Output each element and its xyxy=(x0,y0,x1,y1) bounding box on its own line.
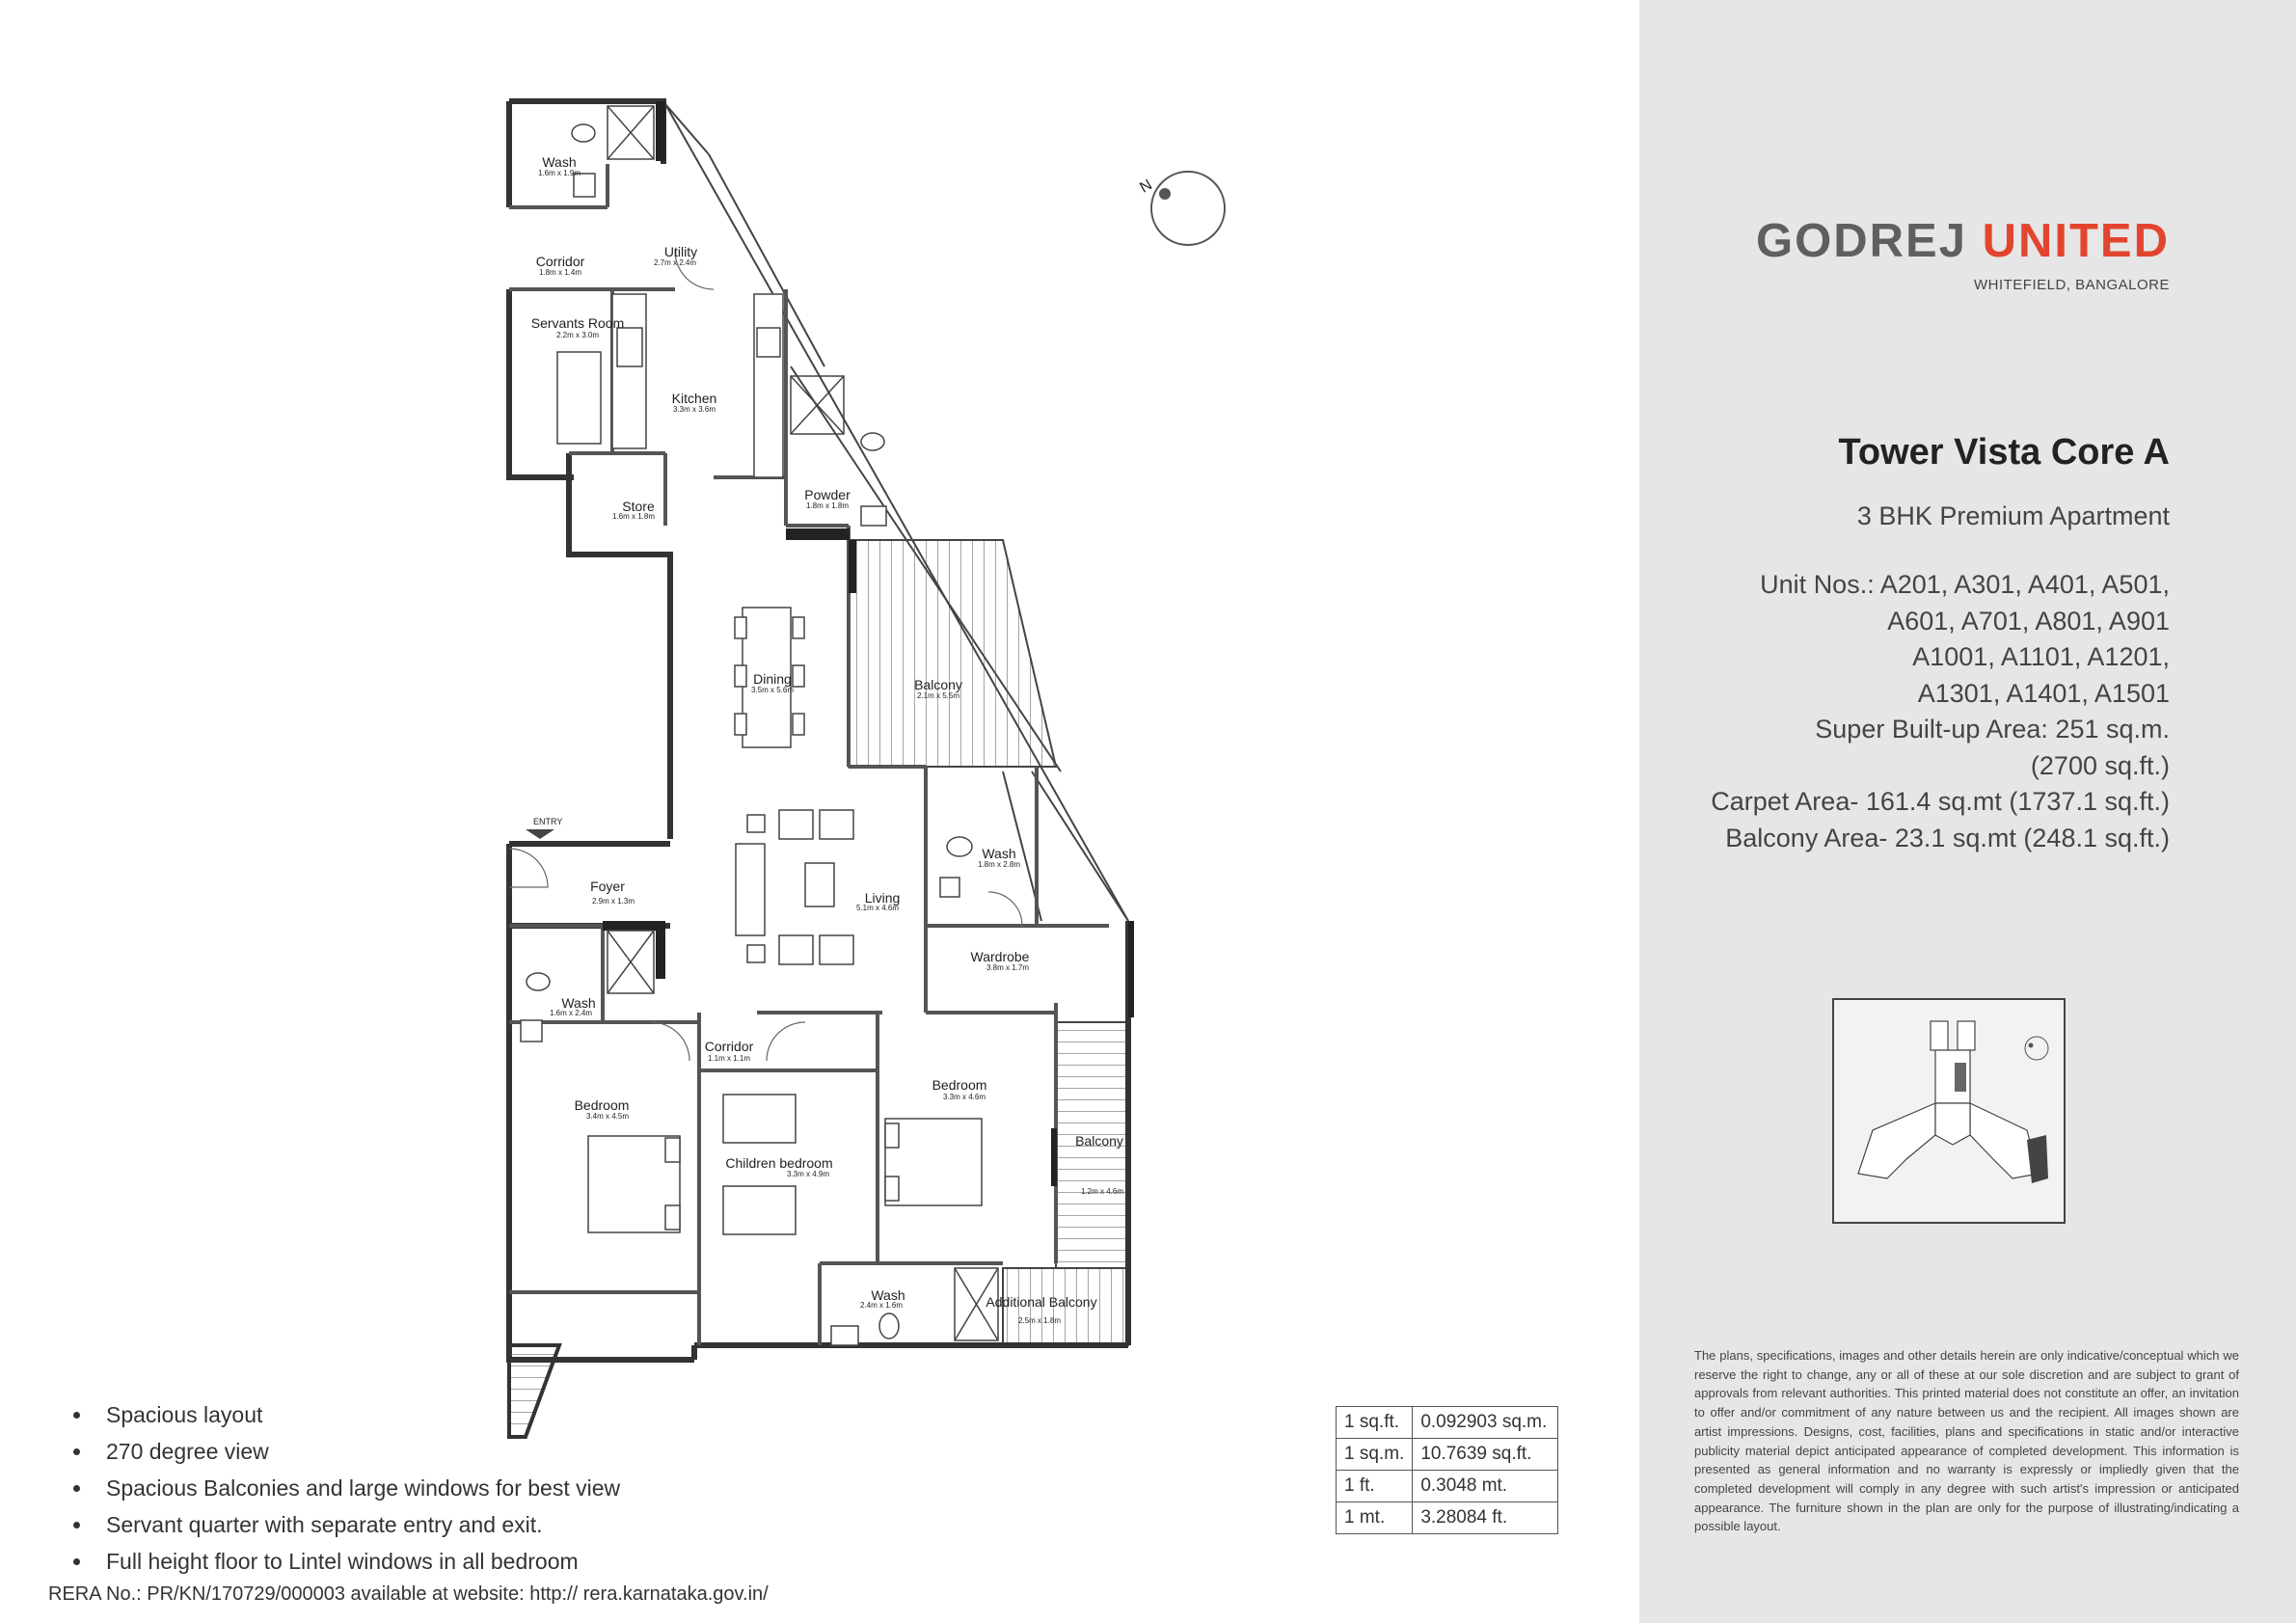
svg-text:Utility: Utility xyxy=(663,244,698,259)
svg-text:1.6m x 1.9m: 1.6m x 1.9m xyxy=(537,169,581,177)
table-row xyxy=(1337,1407,1558,1439)
svg-text:5.1m x 4.6m: 5.1m x 4.6m xyxy=(855,904,900,912)
svg-text:Wash: Wash xyxy=(871,1287,905,1303)
svg-text:1.6m x 2.4m: 1.6m x 2.4m xyxy=(549,1009,593,1017)
svg-text:Corridor: Corridor xyxy=(535,254,585,269)
svg-text:2.2m x 3.0m: 2.2m x 3.0m xyxy=(555,331,600,339)
conversion-unit: 1 mt. xyxy=(1337,1502,1413,1534)
conversion-unit: 1 sq.m. xyxy=(1337,1439,1413,1471)
svg-text:Wash: Wash xyxy=(542,154,577,170)
unit-details xyxy=(1711,567,2170,856)
svg-text:3.8m x 1.7m: 3.8m x 1.7m xyxy=(986,963,1030,972)
brand-location: WHITEFIELD, BANGALORE xyxy=(1973,277,2170,293)
svg-text:Children bedroom: Children bedroom xyxy=(725,1155,833,1171)
svg-text:Wash: Wash xyxy=(982,846,1016,861)
svg-text:Foyer: Foyer xyxy=(590,879,625,894)
svg-text:Bedroom: Bedroom xyxy=(574,1097,630,1113)
conversion-unit: 1 ft. xyxy=(1337,1471,1413,1502)
conversion-value: 0.092903 sq.m. xyxy=(1413,1407,1558,1439)
brand-logo-part2: UNITED xyxy=(1982,215,2170,267)
svg-text:Living: Living xyxy=(864,890,901,906)
svg-text:1.8m x 1.8m: 1.8m x 1.8m xyxy=(805,501,850,510)
svg-text:Balcony: Balcony xyxy=(1075,1133,1123,1149)
key-plan-drawing xyxy=(1834,1000,2064,1222)
detail-line: Unit Nos.: A201, A301, A401, A501, xyxy=(1760,570,2170,599)
conversion-unit: 1 sq.ft. xyxy=(1337,1407,1413,1439)
svg-text:3.3m x 3.6m: 3.3m x 3.6m xyxy=(672,405,716,414)
feature-item: Servant quarter with separate entry and exit. xyxy=(68,1506,620,1543)
table-row xyxy=(1337,1439,1558,1471)
page-subtitle: 3 BHK Premium Apartment xyxy=(1856,501,2170,530)
svg-text:1.2m x 4.6m: 1.2m x 4.6m xyxy=(1080,1187,1124,1196)
svg-text:Powder: Powder xyxy=(804,487,851,502)
rera-number: RERA No.: PR/KN/170729/000003 available at website: http:// rera.karnataka.gov.in/ xyxy=(48,1583,769,1605)
detail-line: Super Built-up Area: 251 sq.m. xyxy=(1815,715,2170,744)
brand-logo xyxy=(1756,215,2170,267)
svg-text:ENTRY: ENTRY xyxy=(533,817,563,826)
feature-item: Full height floor to Lintel windows in all bedroom xyxy=(68,1543,620,1580)
brand-block xyxy=(1756,215,2170,293)
features-list xyxy=(68,1396,620,1580)
detail-line: A1001, A1101, A1201, xyxy=(1912,642,2170,671)
svg-text:Balcony: Balcony xyxy=(914,677,962,692)
detail-line: Balcony Area- 23.1 sq.mt (248.1 sq.ft.) xyxy=(1725,823,2170,852)
table-row xyxy=(1337,1502,1558,1534)
svg-text:Bedroom: Bedroom xyxy=(932,1077,987,1093)
svg-text:2.1m x 5.5m: 2.1m x 5.5m xyxy=(916,691,960,700)
north-arrow-icon xyxy=(1137,172,1225,245)
svg-text:1.8m x 1.4m: 1.8m x 1.4m xyxy=(538,268,582,277)
detail-line: A601, A701, A801, A901 xyxy=(1887,606,2170,636)
svg-text:1.1m x 1.1m: 1.1m x 1.1m xyxy=(707,1054,751,1063)
svg-text:N: N xyxy=(1137,176,1155,197)
page-title: Tower Vista Core A xyxy=(1838,432,2170,473)
svg-text:2.7m x 2.4m: 2.7m x 2.4m xyxy=(653,258,697,267)
svg-text:Servants Room: Servants Room xyxy=(530,315,625,331)
svg-text:Additional Balcony: Additional Balcony xyxy=(986,1294,1097,1310)
svg-text:Wardrobe: Wardrobe xyxy=(970,949,1030,964)
balcony-area xyxy=(849,540,1056,767)
table-row xyxy=(1337,1471,1558,1502)
key-plan xyxy=(1832,998,2066,1224)
svg-text:3.4m x 4.5m: 3.4m x 4.5m xyxy=(585,1112,630,1121)
svg-text:1.6m x 1.8m: 1.6m x 1.8m xyxy=(611,512,656,521)
feature-item: Spacious Balconies and large windows for best view xyxy=(68,1470,620,1506)
svg-text:Wash: Wash xyxy=(561,995,596,1011)
svg-text:2.5m x 1.8m: 2.5m x 1.8m xyxy=(1017,1316,1062,1325)
svg-text:Store: Store xyxy=(622,499,655,514)
entry-marker xyxy=(526,817,562,839)
svg-text:3.3m x 4.6m: 3.3m x 4.6m xyxy=(942,1093,986,1101)
svg-text:Dining: Dining xyxy=(753,671,792,687)
conversion-value: 10.7639 sq.ft. xyxy=(1413,1439,1558,1471)
detail-line: Carpet Area- 161.4 sq.mt (1737.1 sq.ft.) xyxy=(1711,787,2170,816)
feature-item: 270 degree view xyxy=(68,1433,620,1470)
detail-line: A1301, A1401, A1501 xyxy=(1917,678,2170,708)
conversion-value: 0.3048 mt. xyxy=(1413,1471,1558,1502)
svg-text:1.8m x 2.8m: 1.8m x 2.8m xyxy=(977,860,1021,869)
conversion-value: 3.28084 ft. xyxy=(1413,1502,1558,1534)
brand-logo-part1: GODREJ xyxy=(1756,215,1967,267)
svg-text:2.4m x 1.6m: 2.4m x 1.6m xyxy=(859,1301,904,1310)
svg-text:2.9m x 1.3m: 2.9m x 1.3m xyxy=(591,897,635,906)
disclaimer-text: The plans, specifications, images and other details herein are only indicative/conceptual which we reserve the right to change, any or all of these at our sole discretion and are subject to grant of approvals from relevant authorities. This printed material does not constitute an offer, an invitation to offer and/or commitment of any nature between us and the recipient. All images shown are artist impressions. Designs, cost, facilities, plans and specifications in static and/or interactive publicity material depict anticipated appearance of completed development. This information is presented as general information and no warranty is expressly or impliedly given that the completed development will comply in any degree with such artist's impression or anticipated appearance. The furniture shown in the plan are only for the purpose of illustrating/indicating a possible layout. xyxy=(1694,1348,2239,1534)
detail-line: (2700 sq.ft.) xyxy=(2030,750,2170,780)
svg-text:3.5m x 5.6m: 3.5m x 5.6m xyxy=(750,686,795,694)
svg-text:Corridor: Corridor xyxy=(704,1039,754,1054)
svg-text:3.3m x 4.9m: 3.3m x 4.9m xyxy=(786,1170,830,1178)
svg-text:Kitchen: Kitchen xyxy=(671,391,717,406)
conversion-table xyxy=(1336,1406,1558,1534)
feature-item: Spacious layout xyxy=(68,1396,620,1433)
